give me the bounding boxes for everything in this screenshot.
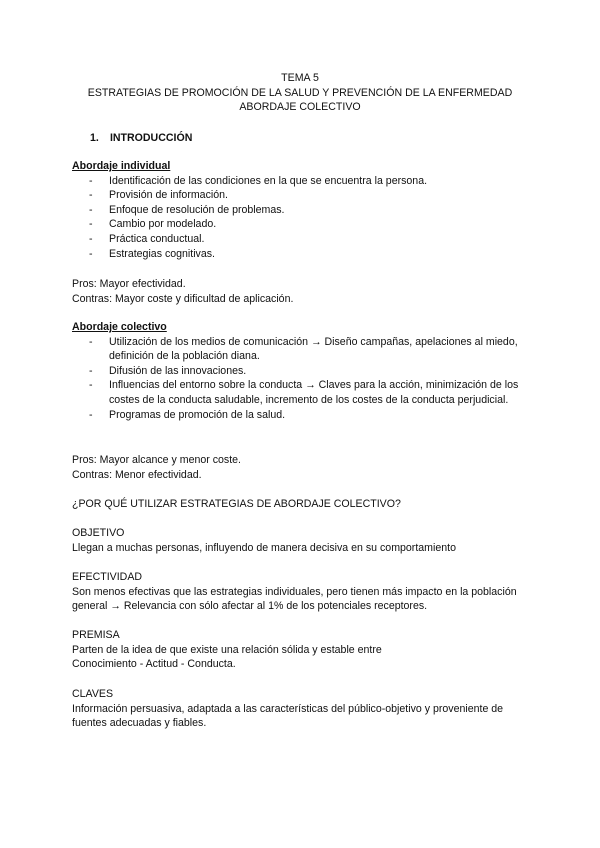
premisa-block <box>72 628 532 672</box>
individual-contras: Contras: Mayor coste y dificultad de aplicación. <box>72 292 294 305</box>
document-header <box>0 71 600 115</box>
individual-list <box>72 174 532 262</box>
claves-block <box>72 687 532 731</box>
question-heading <box>72 497 532 512</box>
premisa-line-1: Parten de la idea de que existe una relación sólida y estable entre <box>72 643 382 656</box>
objetivo-heading: OBJETIVO <box>72 527 125 539</box>
list-item: - Programas de promoción de la salud. <box>72 408 532 423</box>
document-title: ESTRATEGIAS DE PROMOCIÓN DE LA SALUD Y PREVENCIÓN DE LA ENFERMEDAD <box>87 86 513 99</box>
claves-heading: CLAVES <box>72 688 114 700</box>
section-title: INTRODUCCIÓN <box>109 132 193 144</box>
objetivo-text: Llegan a muchas personas, influyendo de manera decisiva en su comportamiento <box>72 541 456 554</box>
list-item: - Identificación de las condiciones en la que se encuentra la persona. <box>72 174 532 189</box>
individual-pros: Pros: Mayor efectividad. <box>72 278 186 290</box>
list-item: - Cambio por modelado. <box>72 217 532 232</box>
list-item: - Práctica conductual. <box>72 232 532 247</box>
individual-summary <box>72 277 532 306</box>
individual-heading: Abordaje individual <box>72 160 171 172</box>
section-heading <box>90 132 192 144</box>
section-number: 1. <box>90 132 99 144</box>
individual-block <box>72 159 532 261</box>
efectividad-block <box>72 570 532 614</box>
list-item: - Provisión de información. <box>72 188 532 203</box>
list-item: - Utilización de los medios de comunicación → Diseño campañas, apelaciones al miedo, definición de la población diana. <box>72 335 532 364</box>
objetivo-block <box>72 526 532 555</box>
premisa-line-2: Conocimiento - Actitud - Conducta. <box>72 658 236 671</box>
list-item: - Estrategias cognitivas. <box>72 247 532 262</box>
question-text: ¿POR QUÉ UTILIZAR ESTRATEGIAS DE ABORDAJE COLECTIVO? <box>72 498 401 510</box>
claves-text: Información persuasiva, adaptada a las características del público-objetivo y proveniente de fuentes adecuadas y fiables. <box>72 702 504 730</box>
topic-number: TEMA 5 <box>281 72 319 84</box>
colectivo-heading: Abordaje colectivo <box>72 321 167 333</box>
list-item: - Influencias del entorno sobre la conducta → Claves para la acción, minimización de los costes de la conducta saludable, incremento de los costes de la conducta perjudicial. <box>72 378 532 407</box>
list-item: - Difusión de las innovaciones. <box>72 364 532 379</box>
colectivo-list <box>72 335 532 423</box>
list-item: - Enfoque de resolución de problemas. <box>72 203 532 218</box>
efectividad-text: Son menos efectivas que las estrategias individuales, pero tienen más impacto en la población general → Relevancia con sólo afectar al 1% de los potenciales receptores. <box>72 585 517 613</box>
colectivo-summary <box>72 453 532 482</box>
colectivo-contras: Contras: Menor efectividad. <box>72 468 202 481</box>
colectivo-pros: Pros: Mayor alcance y menor coste. <box>72 454 241 466</box>
colectivo-block <box>72 320 532 422</box>
efectividad-heading: EFECTIVIDAD <box>72 571 143 583</box>
premisa-heading: PREMISA <box>72 629 120 641</box>
document-subtitle: ABORDAJE COLECTIVO <box>239 101 361 113</box>
